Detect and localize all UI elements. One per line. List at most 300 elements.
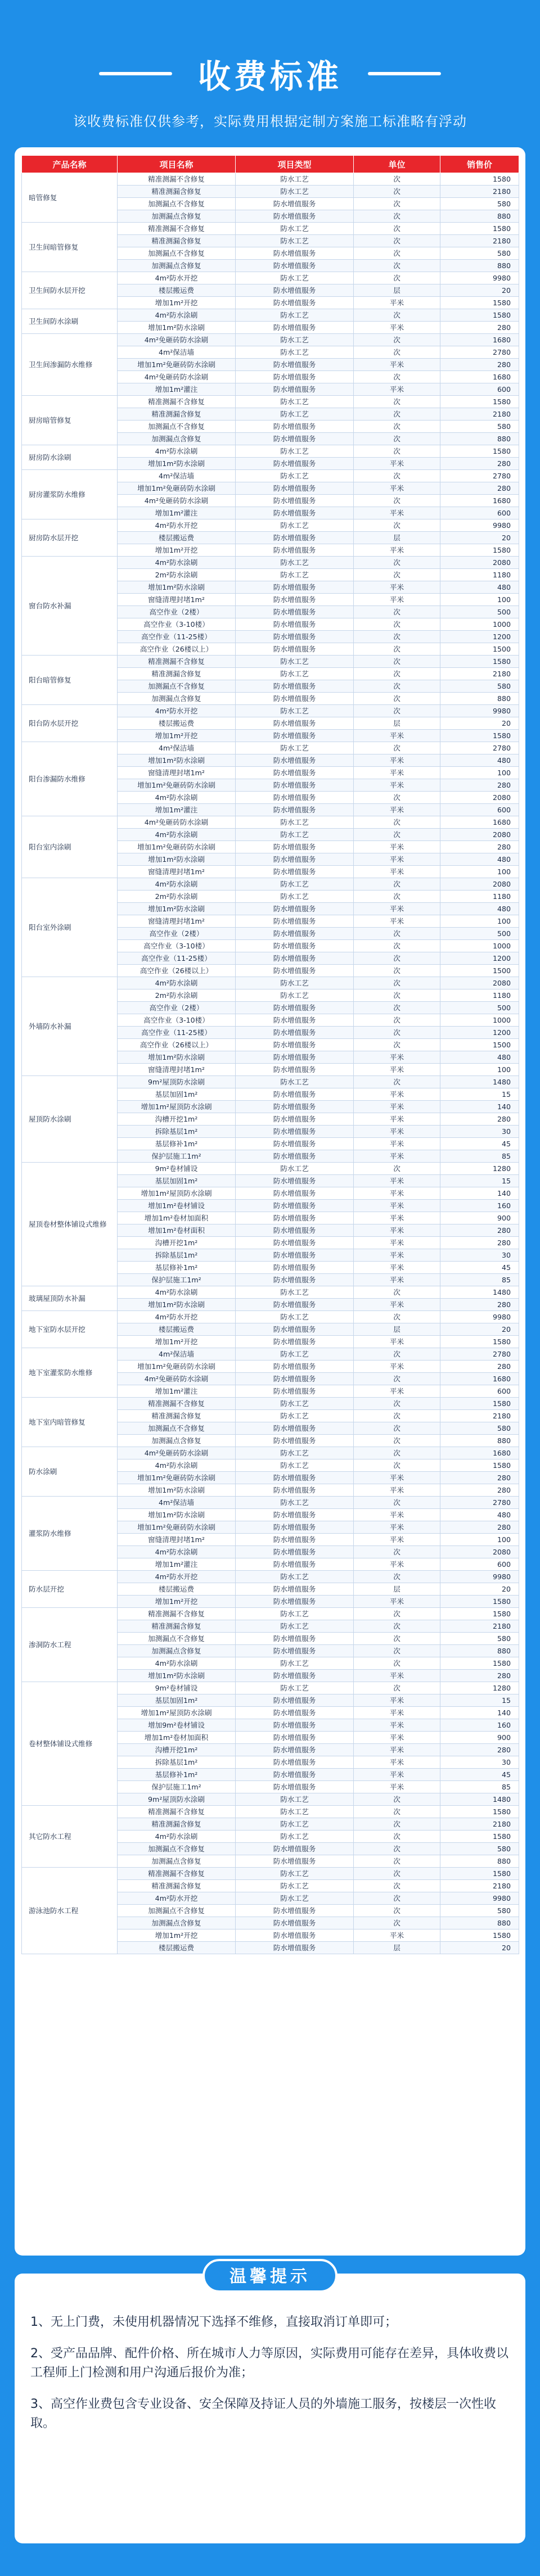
price-cell: 1280 [440, 1163, 519, 1175]
project-name-cell: 4m²免砸砖防水涂刷 [118, 334, 236, 346]
project-type-cell: 防水增值服务 [236, 1249, 354, 1262]
project-type-cell: 防水工艺 [236, 829, 354, 841]
product-name-cell: 阳台室内涂刷 [22, 816, 118, 878]
project-type-cell: 防水增值服务 [236, 1385, 354, 1398]
price-cell: 880 [440, 1435, 519, 1447]
project-type-cell: 防水工艺 [236, 816, 354, 829]
project-name-cell: 加测漏点含修复 [118, 693, 236, 705]
price-cell: 1580 [440, 656, 519, 668]
price-cell: 480 [440, 1051, 519, 1064]
project-name-cell: 9m²卷材铺设 [118, 1163, 236, 1175]
unit-cell: 次 [354, 643, 440, 656]
unit-cell: 平米 [354, 359, 440, 371]
tip-item: 2、受产品品牌、配件价格、所在城市人力等原因，实际费用可能存在差异，具体收费以工程师上门检测和用户沟通后报价为准； [30, 2347, 508, 2380]
project-name-cell: 保护层施工1m² [118, 1150, 236, 1163]
price-cell: 15 [440, 1694, 519, 1707]
price-cell: 880 [440, 1855, 519, 1868]
unit-cell: 次 [354, 618, 440, 631]
project-name-cell: 加测漏点含修复 [118, 433, 236, 445]
project-name-cell: 高空作业（11-25楼） [118, 1027, 236, 1039]
project-name-cell: 精准测漏含修复 [118, 1880, 236, 1892]
unit-cell: 平米 [354, 1596, 440, 1608]
unit-cell: 平米 [354, 1175, 440, 1187]
unit-cell: 平米 [354, 804, 440, 816]
project-name-cell: 加测漏点含修复 [118, 1917, 236, 1929]
price-cell: 20 [440, 1942, 519, 1954]
price-cell: 280 [440, 1113, 519, 1126]
product-name-cell: 卫生间防水涂刷 [22, 309, 118, 334]
project-type-cell: 防水增值服务 [236, 1534, 354, 1546]
unit-cell: 次 [354, 371, 440, 383]
product-name-cell: 其它防水工程 [22, 1806, 118, 1868]
table-row [22, 1163, 519, 1175]
price-cell: 1580 [440, 1596, 519, 1608]
unit-cell: 平米 [354, 581, 440, 594]
table-header-row [22, 156, 519, 173]
unit-cell: 次 [354, 989, 440, 1002]
unit-cell: 次 [354, 977, 440, 989]
price-cell: 280 [440, 1237, 519, 1249]
unit-cell: 平米 [354, 1262, 440, 1274]
price-cell: 1680 [440, 1373, 519, 1385]
project-name-cell: 高空作业（2楼） [118, 1002, 236, 1014]
price-cell: 1480 [440, 1076, 519, 1088]
project-type-cell: 防水增值服务 [236, 458, 354, 470]
project-name-cell: 增加1m²卷材面积 [118, 1224, 236, 1237]
price-cell: 100 [440, 767, 519, 779]
project-name-cell: 高空作业（26楼以上） [118, 1039, 236, 1051]
project-type-cell: 防水增值服务 [236, 903, 354, 915]
project-name-cell: 增加1m²卷材加面积 [118, 1732, 236, 1744]
unit-cell: 次 [354, 519, 440, 532]
project-type-cell: 防水工艺 [236, 1286, 354, 1299]
price-cell: 1580 [440, 297, 519, 309]
unit-cell: 次 [354, 1447, 440, 1459]
project-type-cell: 防水增值服务 [236, 421, 354, 433]
unit-cell: 次 [354, 1398, 440, 1410]
price-cell: 1480 [440, 1793, 519, 1806]
unit-cell: 次 [354, 878, 440, 891]
unit-cell: 平米 [354, 1929, 440, 1942]
project-type-cell: 防水增值服务 [236, 210, 354, 223]
project-type-cell: 防水增值服务 [236, 754, 354, 767]
project-type-cell: 防水工艺 [236, 1348, 354, 1361]
project-type-cell: 防水工艺 [236, 1793, 354, 1806]
project-name-cell: 加测漏点不含修复 [118, 247, 236, 260]
project-name-cell: 精准测漏含修复 [118, 186, 236, 198]
product-name-cell: 厨房灌浆防水维修 [22, 470, 118, 519]
project-name-cell: 沟槽开挖1m² [118, 1237, 236, 1249]
project-name-cell: 增加1m²防水涂刷 [118, 1484, 236, 1497]
price-table [21, 155, 519, 1954]
project-type-cell: 防水增值服务 [236, 1113, 354, 1126]
project-name-cell: 增加1m²防水涂刷 [118, 581, 236, 594]
unit-cell: 次 [354, 1546, 440, 1558]
title-wrap [0, 54, 540, 96]
table-row [22, 1076, 519, 1088]
project-type-cell: 防水增值服务 [236, 940, 354, 952]
unit-cell: 平米 [354, 1670, 440, 1682]
project-name-cell: 楼层搬运费 [118, 717, 236, 730]
project-type-cell: 防水增值服务 [236, 383, 354, 396]
project-type-cell: 防水增值服务 [236, 198, 354, 210]
unit-cell: 平米 [354, 754, 440, 767]
unit-cell: 次 [354, 940, 440, 952]
project-name-cell: 4m²防水开挖 [118, 1571, 236, 1583]
project-type-cell: 防水增值服务 [236, 643, 354, 656]
price-cell: 15 [440, 1088, 519, 1101]
price-cell: 280 [440, 1224, 519, 1237]
table-row [22, 1348, 519, 1361]
price-cell: 45 [440, 1138, 519, 1150]
tips-title: 温馨提示 [202, 2259, 338, 2293]
project-name-cell: 增加1m²免砸砖防水涂刷 [118, 841, 236, 853]
price-cell: 600 [440, 383, 519, 396]
project-type-cell: 防水增值服务 [236, 1558, 354, 1571]
column-header: 销售价 [440, 156, 519, 173]
unit-cell: 次 [354, 631, 440, 643]
price-cell: 280 [440, 322, 519, 334]
project-type-cell: 防水增值服务 [236, 1905, 354, 1917]
price-cell: 140 [440, 1707, 519, 1719]
project-name-cell: 保护层施工1m² [118, 1274, 236, 1286]
project-name-cell: 高空作业（3-10楼） [118, 940, 236, 952]
project-name-cell: 4m²免砸砖防水涂刷 [118, 1373, 236, 1385]
project-name-cell: 4m²防水涂刷 [118, 977, 236, 989]
project-name-cell: 高空作业（11-25楼） [118, 631, 236, 643]
project-name-cell: 增加1m²开挖 [118, 730, 236, 742]
project-name-cell: 基层修补1m² [118, 1769, 236, 1781]
project-name-cell: 精准测漏含修复 [118, 408, 236, 421]
unit-cell: 次 [354, 445, 440, 458]
price-cell: 1580 [440, 309, 519, 322]
price-cell: 2080 [440, 557, 519, 569]
table-row [22, 1497, 519, 1509]
price-cell: 2780 [440, 470, 519, 482]
price-cell: 500 [440, 928, 519, 940]
project-name-cell: 楼层搬运费 [118, 532, 236, 544]
unit-cell: 次 [354, 1855, 440, 1868]
unit-cell: 次 [354, 198, 440, 210]
project-type-cell: 防水增值服务 [236, 1917, 354, 1929]
price-cell: 500 [440, 606, 519, 618]
price-cell: 20 [440, 717, 519, 730]
project-name-cell: 高空作业（11-25楼） [118, 952, 236, 965]
project-name-cell: 增加1m²防水涂刷 [118, 903, 236, 915]
project-name-cell: 4m²保洁墙 [118, 1348, 236, 1361]
project-name-cell: 增加1m²开挖 [118, 297, 236, 309]
project-type-cell: 防水工艺 [236, 1657, 354, 1670]
project-type-cell: 防水增值服务 [236, 594, 354, 606]
product-name-cell: 卫生间防水层开挖 [22, 272, 118, 309]
unit-cell: 平米 [354, 322, 440, 334]
project-name-cell: 精准测漏不含修复 [118, 1608, 236, 1620]
project-name-cell: 高空作业（26楼以上） [118, 965, 236, 977]
unit-cell: 次 [354, 792, 440, 804]
unit-cell: 次 [354, 1571, 440, 1583]
price-cell: 280 [440, 482, 519, 495]
price-cell: 480 [440, 581, 519, 594]
unit-cell: 平米 [354, 779, 440, 792]
project-type-cell: 防水增值服务 [236, 952, 354, 965]
table-row [22, 396, 519, 408]
unit-cell: 平米 [354, 383, 440, 396]
price-cell: 600 [440, 1558, 519, 1571]
unit-cell: 次 [354, 1039, 440, 1051]
unit-cell: 次 [354, 928, 440, 940]
tip-item: 3、高空作业费包含专业设备、安全保障及持证人员的外墙施工服务，按楼层一次性收取。 [30, 2397, 496, 2430]
project-name-cell: 增加1m²防水涂刷 [118, 1509, 236, 1521]
project-type-cell: 防水工艺 [236, 223, 354, 235]
project-type-cell: 防水增值服务 [236, 853, 354, 866]
project-type-cell: 防水工艺 [236, 1620, 354, 1633]
project-type-cell: 防水工艺 [236, 470, 354, 482]
price-cell: 880 [440, 1645, 519, 1657]
project-name-cell: 精准测漏含修复 [118, 1818, 236, 1831]
project-type-cell: 防水增值服务 [236, 866, 354, 878]
project-type-cell: 防水工艺 [236, 173, 354, 186]
unit-cell: 平米 [354, 903, 440, 915]
unit-cell: 平米 [354, 1756, 440, 1769]
project-type-cell: 防水增值服务 [236, 1138, 354, 1150]
project-name-cell: 增加1m²防水涂刷 [118, 853, 236, 866]
unit-cell: 次 [354, 433, 440, 445]
table-row [22, 519, 519, 532]
price-cell: 280 [440, 1744, 519, 1756]
price-cell: 1580 [440, 1868, 519, 1880]
project-type-cell: 防水增值服务 [236, 1274, 354, 1286]
unit-cell: 次 [354, 1917, 440, 1929]
project-name-cell: 高空作业（2楼） [118, 606, 236, 618]
unit-cell: 次 [354, 186, 440, 198]
price-cell: 580 [440, 198, 519, 210]
price-cell: 100 [440, 866, 519, 878]
unit-cell: 平米 [354, 1361, 440, 1373]
project-name-cell: 加测漏点含修复 [118, 210, 236, 223]
price-cell: 9980 [440, 705, 519, 717]
product-name-cell: 阳台渗漏防水维修 [22, 742, 118, 816]
price-cell: 2780 [440, 742, 519, 754]
project-type-cell: 防水增值服务 [236, 1769, 354, 1781]
project-type-cell: 防水增值服务 [236, 804, 354, 816]
project-type-cell: 防水工艺 [236, 1311, 354, 1323]
unit-cell: 平米 [354, 1126, 440, 1138]
unit-cell: 次 [354, 1410, 440, 1422]
title-right-line [368, 72, 441, 75]
project-type-cell: 防水增值服务 [236, 693, 354, 705]
product-name-cell: 厨房暗管修复 [22, 396, 118, 445]
project-type-cell: 防水增值服务 [236, 1744, 354, 1756]
table-row [22, 1868, 519, 1880]
price-cell: 1580 [440, 1398, 519, 1410]
price-cell: 160 [440, 1719, 519, 1732]
project-name-cell: 4m²防水开挖 [118, 519, 236, 532]
unit-cell: 次 [354, 829, 440, 841]
project-name-cell: 4m²防水开挖 [118, 705, 236, 717]
unit-cell: 次 [354, 1014, 440, 1027]
project-type-cell: 防水增值服务 [236, 1039, 354, 1051]
price-cell: 280 [440, 359, 519, 371]
project-type-cell: 防水工艺 [236, 977, 354, 989]
price-cell: 1180 [440, 989, 519, 1002]
project-type-cell: 防水增值服务 [236, 717, 354, 730]
project-type-cell: 防水工艺 [236, 186, 354, 198]
project-type-cell: 防水增值服务 [236, 1942, 354, 1954]
unit-cell: 层 [354, 1583, 440, 1596]
price-table-card [15, 147, 525, 2256]
table-row [22, 878, 519, 891]
price-cell: 100 [440, 594, 519, 606]
project-type-cell: 防水增值服务 [236, 247, 354, 260]
product-name-cell: 厨房防水层开挖 [22, 519, 118, 557]
project-type-cell: 防水工艺 [236, 1497, 354, 1509]
project-type-cell: 防水增值服务 [236, 841, 354, 853]
price-cell: 580 [440, 421, 519, 433]
price-cell: 1680 [440, 816, 519, 829]
unit-cell: 平米 [354, 594, 440, 606]
table-row [22, 1447, 519, 1459]
unit-cell: 层 [354, 717, 440, 730]
project-type-cell: 防水增值服务 [236, 1633, 354, 1645]
project-type-cell: 防水工艺 [236, 1892, 354, 1905]
unit-cell: 次 [354, 569, 440, 581]
project-name-cell: 沟槽开挖1m² [118, 1113, 236, 1126]
project-type-cell: 防水增值服务 [236, 792, 354, 804]
project-name-cell: 增加1m²卷材加面积 [118, 1212, 236, 1224]
unit-cell: 次 [354, 1633, 440, 1645]
table-row [22, 1571, 519, 1583]
project-type-cell: 防水工艺 [236, 1880, 354, 1892]
unit-cell: 平米 [354, 1707, 440, 1719]
project-type-cell: 防水增值服务 [236, 1843, 354, 1855]
project-type-cell: 防水增值服务 [236, 680, 354, 693]
unit-cell: 层 [354, 1942, 440, 1954]
unit-cell: 次 [354, 952, 440, 965]
price-cell: 2080 [440, 977, 519, 989]
project-name-cell: 4m²保洁墙 [118, 470, 236, 482]
price-cell: 2180 [440, 1818, 519, 1831]
project-type-cell: 防水工艺 [236, 1831, 354, 1843]
unit-cell: 次 [354, 309, 440, 322]
unit-cell: 次 [354, 223, 440, 235]
project-name-cell: 增加1m²灌注 [118, 383, 236, 396]
price-cell: 2180 [440, 235, 519, 247]
table-row [22, 1311, 519, 1323]
project-type-cell: 防水工艺 [236, 569, 354, 581]
price-cell: 1500 [440, 643, 519, 656]
project-name-cell: 4m²保洁墙 [118, 346, 236, 359]
project-type-cell: 防水增值服务 [236, 1200, 354, 1212]
project-name-cell: 增加1m²防水涂刷 [118, 322, 236, 334]
price-cell: 280 [440, 458, 519, 470]
unit-cell: 次 [354, 891, 440, 903]
project-name-cell: 9m²卷材铺设 [118, 1682, 236, 1694]
project-name-cell: 楼层搬运费 [118, 1323, 236, 1336]
project-name-cell: 精准测漏不含修复 [118, 1398, 236, 1410]
price-cell: 20 [440, 1323, 519, 1336]
price-cell: 1200 [440, 631, 519, 643]
unit-cell: 次 [354, 334, 440, 346]
table-row [22, 1286, 519, 1299]
project-type-cell: 防水增值服务 [236, 730, 354, 742]
project-name-cell: 精准测漏不含修复 [118, 396, 236, 408]
unit-cell: 平米 [354, 1336, 440, 1348]
table-row [22, 557, 519, 569]
project-type-cell: 防水增值服务 [236, 1422, 354, 1435]
project-type-cell: 防水工艺 [236, 272, 354, 284]
project-name-cell: 拆除基层1m² [118, 1126, 236, 1138]
project-name-cell: 增加1m²防水涂刷 [118, 1670, 236, 1682]
price-cell: 2780 [440, 1348, 519, 1361]
project-type-cell: 防水增值服务 [236, 507, 354, 519]
price-cell: 2180 [440, 1620, 519, 1633]
project-name-cell: 窗缝清理封堵1m² [118, 1534, 236, 1546]
price-table-body [22, 173, 519, 1954]
project-name-cell: 基层加固1m² [118, 1088, 236, 1101]
project-type-cell: 防水增值服务 [236, 1583, 354, 1596]
table-row [22, 272, 519, 284]
price-cell: 85 [440, 1274, 519, 1286]
project-type-cell: 防水工艺 [236, 1076, 354, 1088]
price-cell: 9980 [440, 519, 519, 532]
price-cell: 2080 [440, 829, 519, 841]
price-cell: 20 [440, 532, 519, 544]
unit-cell: 次 [354, 1027, 440, 1039]
project-type-cell: 防水工艺 [236, 891, 354, 903]
project-type-cell: 防水增值服务 [236, 1014, 354, 1027]
product-name-cell: 防水层开挖 [22, 1571, 118, 1608]
project-type-cell: 防水工艺 [236, 705, 354, 717]
table-row [22, 816, 519, 829]
project-type-cell: 防水增值服务 [236, 1521, 354, 1534]
project-type-cell: 防水增值服务 [236, 544, 354, 557]
unit-cell: 平米 [354, 1237, 440, 1249]
project-name-cell: 基层加固1m² [118, 1175, 236, 1187]
unit-cell: 次 [354, 1793, 440, 1806]
unit-cell: 平米 [354, 1051, 440, 1064]
unit-cell: 次 [354, 606, 440, 618]
unit-cell: 平米 [354, 1064, 440, 1076]
project-name-cell: 加测漏点不含修复 [118, 198, 236, 210]
project-name-cell: 加测漏点不含修复 [118, 421, 236, 433]
price-cell: 900 [440, 1732, 519, 1744]
project-name-cell: 基层加固1m² [118, 1694, 236, 1707]
project-name-cell: 加测漏点不含修复 [118, 1422, 236, 1435]
unit-cell: 次 [354, 1657, 440, 1670]
price-cell: 1580 [440, 1657, 519, 1670]
project-name-cell: 精准测漏不含修复 [118, 223, 236, 235]
unit-cell: 平米 [354, 1113, 440, 1126]
price-cell: 140 [440, 1187, 519, 1200]
product-name-cell: 渗洞防水工程 [22, 1608, 118, 1682]
unit-cell: 次 [354, 1608, 440, 1620]
product-name-cell: 阳台暗管修复 [22, 656, 118, 705]
tip-item: 1、无上门费，未使用机器情况下选择不维修，直接取消订单即可； [30, 2315, 397, 2329]
unit-cell: 平米 [354, 1781, 440, 1793]
project-type-cell: 防水增值服务 [236, 1051, 354, 1064]
price-cell: 20 [440, 284, 519, 297]
unit-cell: 平米 [354, 544, 440, 557]
project-name-cell: 精准测漏不含修复 [118, 173, 236, 186]
price-cell: 580 [440, 247, 519, 260]
project-type-cell: 防水增值服务 [236, 1064, 354, 1076]
price-cell: 30 [440, 1249, 519, 1262]
project-name-cell: 4m²保洁墙 [118, 742, 236, 754]
project-name-cell: 加测漏点不含修复 [118, 1843, 236, 1855]
unit-cell: 次 [354, 656, 440, 668]
project-name-cell: 4m²防水涂刷 [118, 445, 236, 458]
project-type-cell: 防水增值服务 [236, 297, 354, 309]
